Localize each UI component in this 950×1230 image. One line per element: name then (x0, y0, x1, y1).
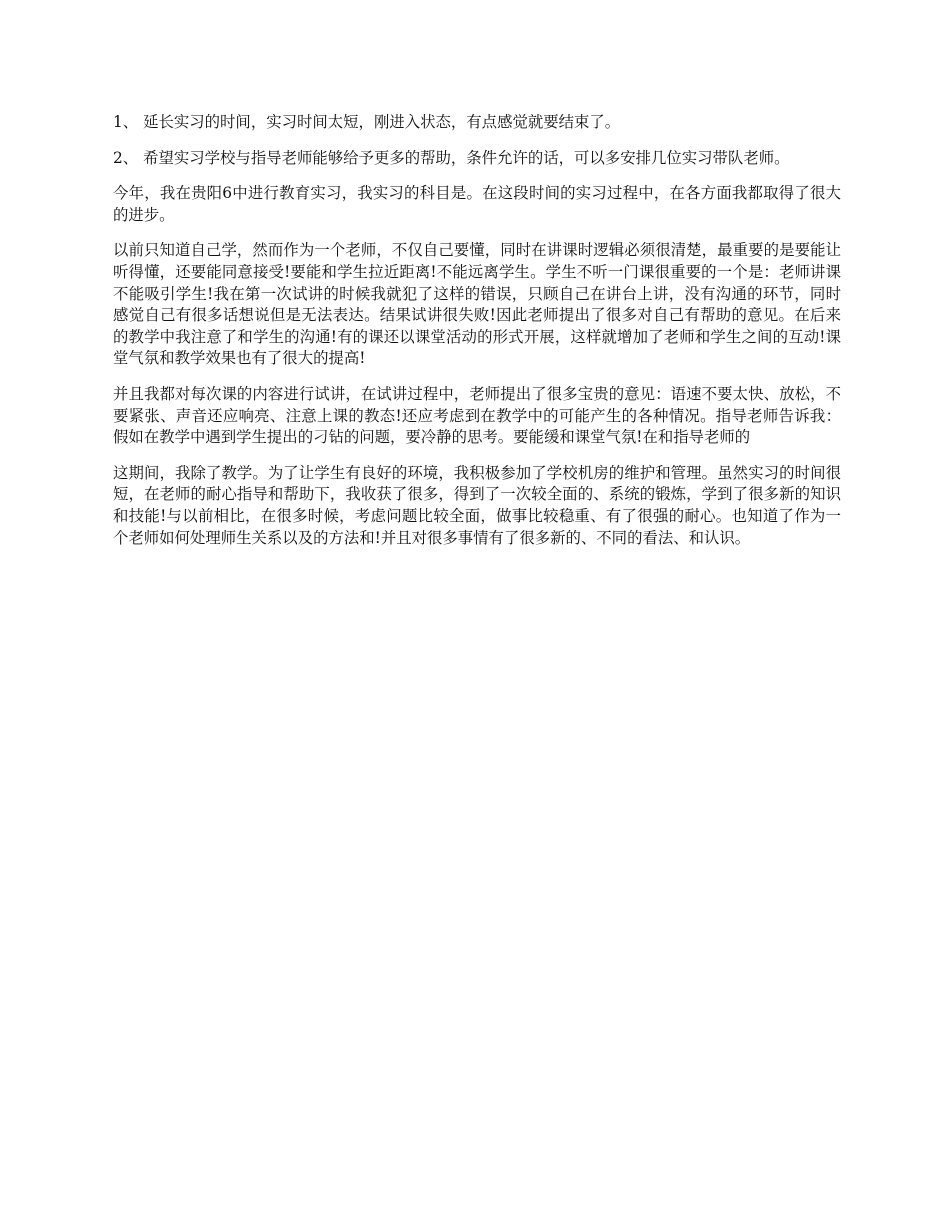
list-number: 2、 (113, 148, 144, 167)
list-item-1 (113, 112, 841, 134)
paragraph-teaching-lessons: 以前只知道自己学，然而作为一个老师，不仅自己要懂，同时在讲课时逻辑必须很清楚，最重要的是要能让听得懂，还要能同意接受!要能和学生拉近距离!不能远离学生。学生不听一门课很重要的一个是：老师讲课不能吸引学生!我在第一次试讲的时候我就犯了这样的错误，只顾自己在讲台上讲，没有沟通的环节，同时感觉自己有很多话想说但是无法表达。结果试讲很失败!因此老师提出了很多对自己有帮助的意见。在后来的教学中我注意了和学生的沟通!有的课还以课堂活动的形式开展，这样就增加了老师和学生之间的互动!课堂气氛和教学效果也有了很大的提高! (113, 241, 841, 368)
paragraph-summary: 这期间，我除了教学。为了让学生有良好的环境，我积极参加了学校机房的维护和管理。虽然实习的时间很短，在老师的耐心指导和帮助下，我收获了很多，得到了一次较全面的、系统的锻炼，学到了很多新的知识和技能!与以前相比，在很多时候，考虑问题比较全面，做事比较稳重、有了很强的耐心。也知道了作为一个老师如何处理师生关系以及的方法和!并且对很多事情有了很多新的、不同的看法、和认识。 (113, 463, 841, 547)
list-item-2 (113, 148, 841, 170)
paragraph-intro: 今年，我在贵阳6中进行教育实习，我实习的科目是。在这段时间的实习过程中，在各方面我都取得了很大的进步。 (113, 184, 841, 224)
paragraph-trial-lectures: 并且我都对每次课的内容进行试讲，在试讲过程中，老师提出了很多宝贵的意见：语速不要太快、放松，不要紧张、声音还应响亮、注意上课的教态!还应考虑到在教学中的可能产生的各种情况。指导老师告诉我：假如在教学中遇到学生提出的刁钻的问题，要冷静的思考。要能缓和课堂气氛!在和指导老师的 (113, 384, 841, 447)
list-number: 1、 (113, 113, 144, 131)
list-text: 延长实习的时间，实习时间太短，刚进入状态，有点感觉就要结束了。 (143, 113, 621, 131)
document-page (113, 112, 841, 563)
list-text: 希望实习学校与指导老师能够给予更多的帮助，条件允许的话，可以多安排几位实习带队老师。 (143, 148, 790, 167)
